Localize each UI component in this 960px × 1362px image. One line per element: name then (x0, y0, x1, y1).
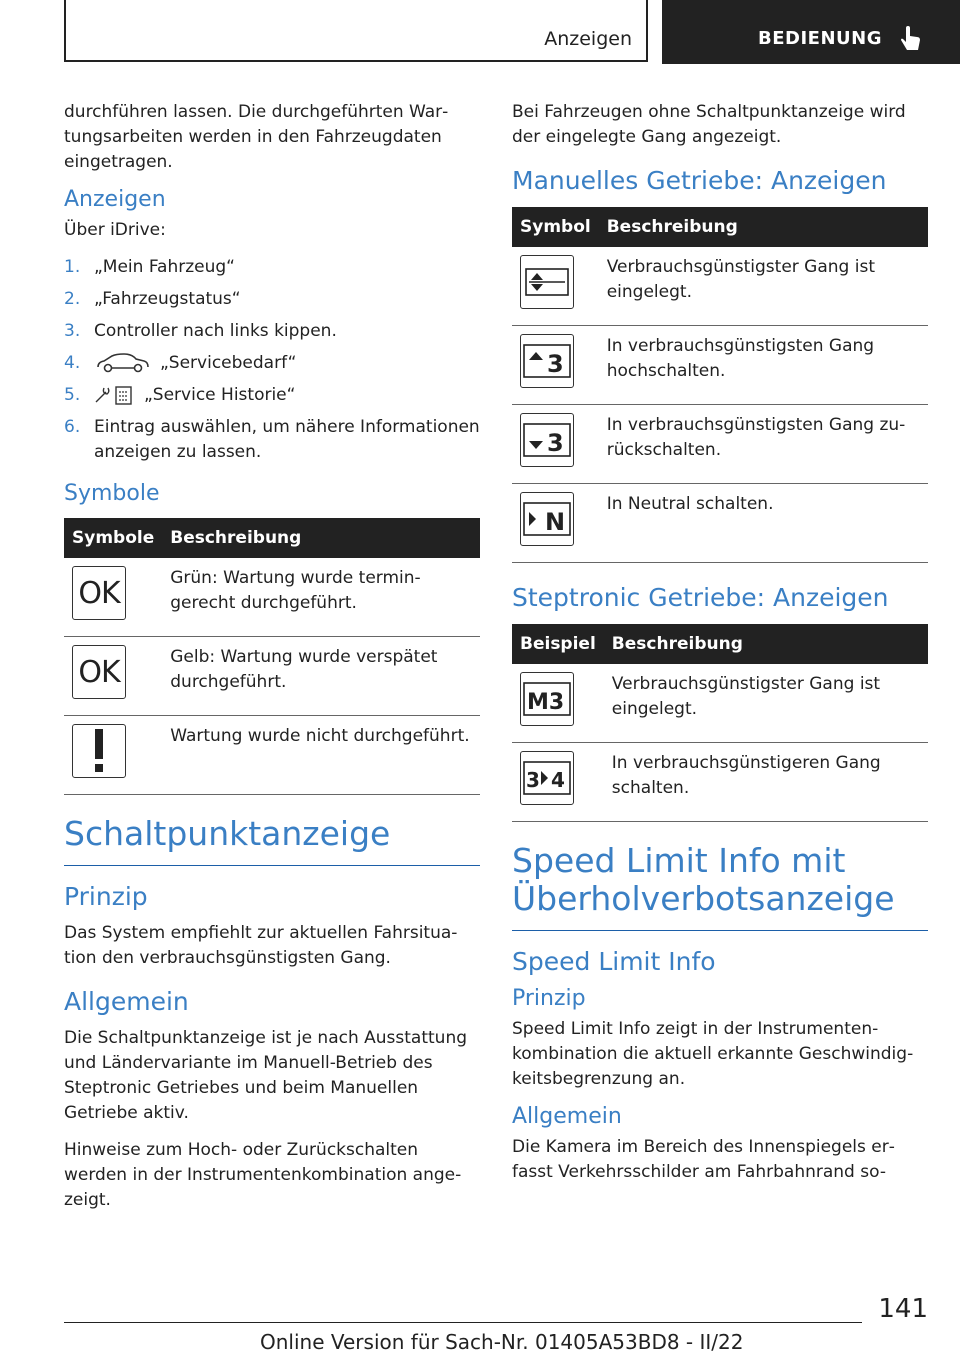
heading-allgemein: Allgemein (64, 987, 189, 1016)
table-header-cell: Symbole (64, 518, 162, 558)
allgemein-paragraph: Die Kamera im Bereich des Innenspiegels erfasst Verkehrsschilder am Fahrbahnrand so- (512, 1137, 895, 1182)
header-chapter (662, 0, 960, 64)
gear-3-to-4-icon (520, 751, 574, 805)
header-section (64, 0, 648, 62)
prinzip-paragraph: Das System empfiehlt zur aktuellen Fahrsituation den verbrauchsgünstigsten Gang. (64, 923, 458, 968)
table-row (64, 716, 480, 795)
header-section-title: Anzeigen (544, 28, 632, 50)
list-item: 4. „Servicebedarf“ (64, 353, 297, 373)
list-item: 5. „Service Historie“ (64, 385, 296, 405)
ok-green-icon: OK (72, 566, 126, 620)
table-header-cell: Beispiel (512, 624, 604, 664)
table-cell: Gelb: Wartung wurde verspätet durchgeführt. (162, 637, 480, 716)
table-header-cell: Symbol (512, 207, 599, 247)
heading-prinzip: Prinzip (64, 882, 148, 911)
shift-up-3-icon (520, 334, 574, 388)
allgemein-paragraph-2: Hinweise zum Hoch- oder Zurückschalten werden in der Instrumentenkombination angezeigt. (64, 1140, 462, 1210)
intro-paragraph: durchführen lassen. Die durchgeführten Wartungsarbeiten werden in den Fahrzeugdaten eingetragen. (64, 102, 449, 172)
table-cell: Wartung wurde nicht durchgeführt. (162, 716, 480, 795)
left-column (64, 100, 480, 1225)
svg-text:3: 3 (526, 768, 540, 792)
svg-text:4: 4 (551, 768, 565, 792)
shift-down-3-icon (520, 413, 574, 467)
allgemein-paragraph-1: Die Schaltpunktanzeige ist je nach Ausstattung und Ländervariante im Manuell-Betrieb des Steptronic Getriebes und beim Manuellen Getriebe aktiv. (64, 1028, 468, 1123)
heading-symbole: Symbole (64, 481, 160, 506)
table-cell: In verbrauchsgünstigsten Gang zurückschalten. (599, 405, 928, 484)
header-chapter-title: BEDIENUNG (758, 28, 882, 49)
table-cell: Grün: Wartung wurde termingerecht durchgeführt. (162, 558, 480, 637)
table-cell: In Neutral schalten. (599, 484, 928, 563)
footer-divider (64, 1322, 862, 1323)
table-cell: Verbrauchsgünstigster Gang ist eingelegt. (599, 247, 928, 326)
heading-speed-limit-info: Speed Limit Info mit Überholverbotsanzeige (512, 842, 928, 931)
list-item: 2. „Fahrzeugstatus“ (64, 289, 241, 309)
heading-allgemein: Allgemein (512, 1104, 622, 1129)
optimal-gear-icon (520, 255, 574, 309)
prinzip-paragraph: Speed Limit Info zeigt in der Instrumentenkombination die aktuell erkannte Geschwindigkeitsbegrenzung an. (512, 1019, 914, 1089)
table-row (512, 247, 928, 326)
table-row (64, 558, 480, 637)
service-history-icon (94, 384, 134, 406)
table-header (64, 518, 480, 558)
table-cell: Verbrauchsgünstigster Gang ist eingelegt. (604, 664, 928, 743)
car-outline-icon (94, 353, 150, 373)
svg-text:3: 3 (547, 350, 564, 378)
idrive-text: Über iDrive: (64, 220, 166, 240)
m3-icon (520, 672, 574, 726)
heading-speed-limit-sub: Speed Limit Info (512, 947, 716, 976)
table-row (64, 637, 480, 716)
neutral-icon (520, 492, 574, 546)
exclamation-icon (72, 724, 126, 778)
footer-online-version: Online Version für Sach-Nr. 01405A53BD8 - II/22 (260, 1330, 744, 1354)
list-item: 1. „Mein Fahrzeug“ (64, 257, 235, 277)
hand-pointer-icon (898, 26, 924, 54)
table-cell: In verbrauchsgünstigsten Gang hochschalten. (599, 326, 928, 405)
heading-prinzip: Prinzip (512, 986, 586, 1011)
table-header (512, 207, 928, 247)
heading-steptronic: Steptronic Getriebe: Anzeigen (512, 583, 889, 612)
svg-text:M3: M3 (527, 690, 565, 715)
table-header (512, 624, 928, 664)
heading-manuelles-getriebe: Manuelles Getriebe: Anzeigen (512, 166, 887, 195)
intro-paragraph: Bei Fahrzeugen ohne Schaltpunktanzeige wird der eingelegte Gang angezeigt. (512, 102, 906, 147)
heading-anzeigen: Anzeigen (64, 187, 166, 212)
steps-list (64, 255, 480, 465)
table-row (512, 326, 928, 405)
heading-schaltpunktanzeige: Schaltpunktanzeige (64, 815, 480, 866)
table-row (512, 484, 928, 563)
symbol-table (64, 518, 480, 795)
svg-text:N: N (545, 508, 566, 536)
svg-text:3: 3 (547, 429, 564, 457)
steptronic-table (512, 624, 928, 822)
table-header-cell: Beschreibung (599, 207, 928, 247)
table-row (512, 664, 928, 743)
table-row (512, 405, 928, 484)
table-row (512, 743, 928, 822)
table-header-cell: Beschreibung (162, 518, 480, 558)
list-item: 3. Controller nach links kippen. (64, 321, 337, 341)
ok-yellow-icon: OK (72, 645, 126, 699)
table-cell: In verbrauchsgünstigeren Gang schalten. (604, 743, 928, 822)
page-number: 141 (878, 1294, 928, 1324)
table-header-cell: Beschreibung (604, 624, 928, 664)
manual-gearbox-table (512, 207, 928, 563)
right-column (512, 100, 928, 1197)
list-item: 6. Eintrag auswählen, um nähere Informationen anzeigen zu lassen. (64, 417, 480, 462)
